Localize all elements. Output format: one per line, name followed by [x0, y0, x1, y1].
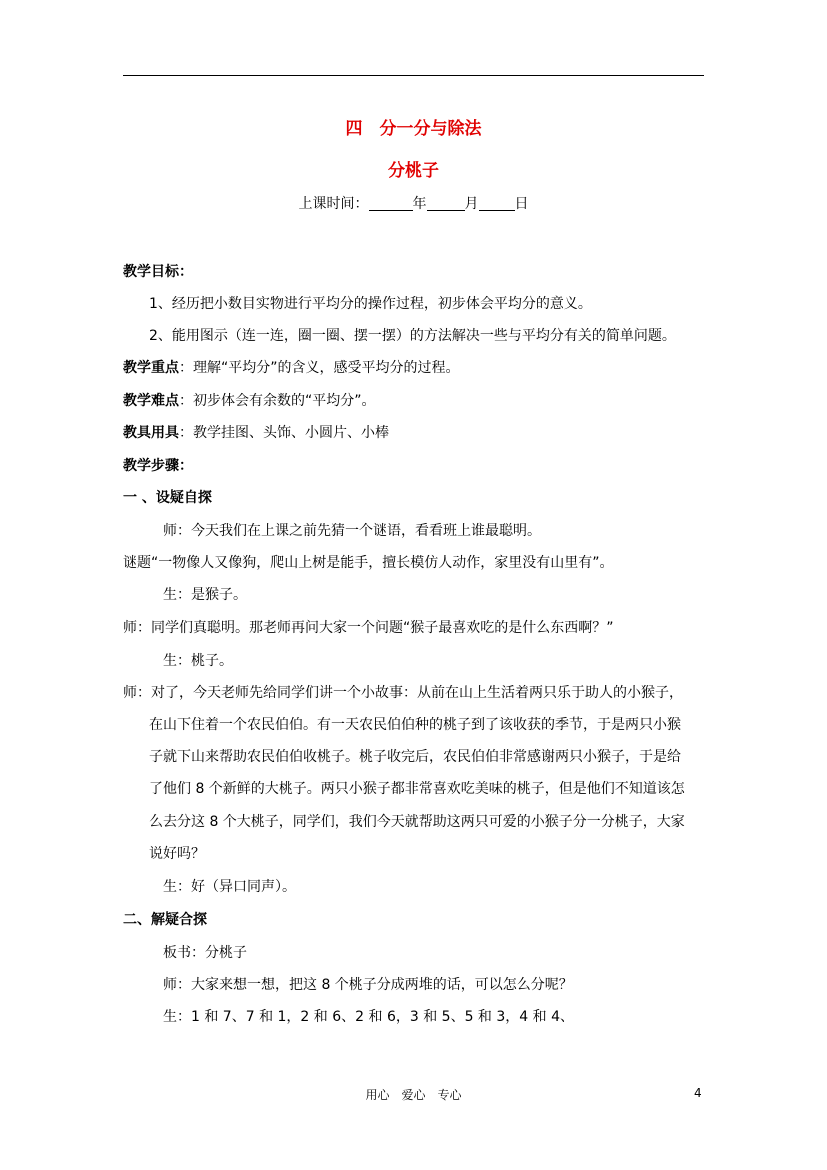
section-1-title: 一 、设疑自探 — [123, 490, 212, 506]
steps-label: 教学步骤： — [123, 458, 193, 474]
month-label: 月 — [464, 196, 479, 212]
tools-label: 教具用具 — [123, 425, 179, 441]
paragraph-line: 师：同学们真聪明。那老师再问大家一个问题“猴子最喜欢吃的是什么东西啊？” — [123, 620, 614, 636]
tools-text: ：教学挂图、头饰、小圆片、小棒 — [179, 425, 389, 441]
paragraph-line: 么去分这 8 个大桃子，同学们，我们今天就帮助这两只可爱的小猴子分一分桃子，大家 — [149, 814, 685, 830]
footer-motto: 用心 爱心 专心 — [365, 1088, 462, 1102]
key-point — [123, 357, 460, 377]
paragraph-line: 生：好（异口同声）。 — [163, 879, 296, 895]
day-label: 日 — [514, 196, 529, 212]
paragraph-line: 生：1 和 7、7 和 1，2 和 6、2 和 6，3 和 5、5 和 3，4 和 4、 — [163, 1009, 575, 1025]
paragraph-line: 生：桃子。 — [163, 653, 233, 669]
difficulty-text: ：初步体会有余数的“平均分”。 — [179, 393, 376, 409]
page-number: 4 — [694, 1086, 702, 1100]
paragraph-line: 在山下住着一个农民伯伯。有一天农民伯伯种的桃子到了该收获的季节，于是两只小猴 — [149, 717, 681, 733]
paragraph-line: 师：大家来想一想，把这 8 个桃子分成两堆的话，可以怎么分呢？ — [163, 977, 573, 993]
objective-item-1: 1、经历把小数目实物进行平均分的操作过程，初步体会平均分的意义。 — [149, 296, 592, 312]
paragraph-line: 了他们 8 个新鲜的大桃子。两只小猴子都非常喜欢吃美味的桃子，但是他们不知道该怎 — [149, 781, 685, 797]
paragraph-line: 板书：分桃子 — [163, 945, 247, 961]
section-2-title: 二、解疑合探 — [123, 912, 207, 928]
month-blank — [427, 196, 465, 211]
date-label: 上课时间： — [298, 196, 369, 212]
objectives-label: 教学目标： — [123, 264, 193, 280]
paragraph-line: 子就下山来帮助农民伯伯收桃子。桃子收完后，农民伯伯非常感谢两只小猴子，于是给 — [149, 749, 681, 765]
key-point-text: ：理解“平均分”的含义，感受平均分的过程。 — [179, 360, 460, 376]
difficulty-label: 教学难点 — [123, 393, 179, 409]
header-rule — [123, 75, 704, 76]
difficulty — [123, 390, 376, 410]
year-blank — [369, 196, 413, 211]
paragraph-line: 师：对了，今天老师先给同学们讲一个小故事：从前在山上生活着两只乐于助人的小猴子， — [123, 685, 683, 701]
lesson-title: 分桃子 — [388, 161, 439, 181]
tools — [123, 422, 389, 442]
paragraph-line: 师：今天我们在上课之前先猜一个谜语，看看班上谁最聪明。 — [163, 523, 541, 539]
paragraph-line: 说好吗？ — [149, 846, 205, 862]
key-point-label: 教学重点 — [123, 360, 179, 376]
year-label: 年 — [412, 196, 427, 212]
chapter-title: 四 分一分与除法 — [345, 119, 482, 139]
paragraph-line: 生：是猴子。 — [163, 587, 247, 603]
date-line — [0, 193, 827, 213]
paragraph-line: 谜题“一物像人又像狗，爬山上树是能手，擅长模仿人动作，家里没有山里有”。 — [123, 555, 614, 571]
objective-item-2: 2、能用图示（连一连，圈一圈、摆一摆）的方法解决一些与平均分有关的简单问题。 — [149, 328, 676, 344]
day-blank — [479, 196, 515, 211]
